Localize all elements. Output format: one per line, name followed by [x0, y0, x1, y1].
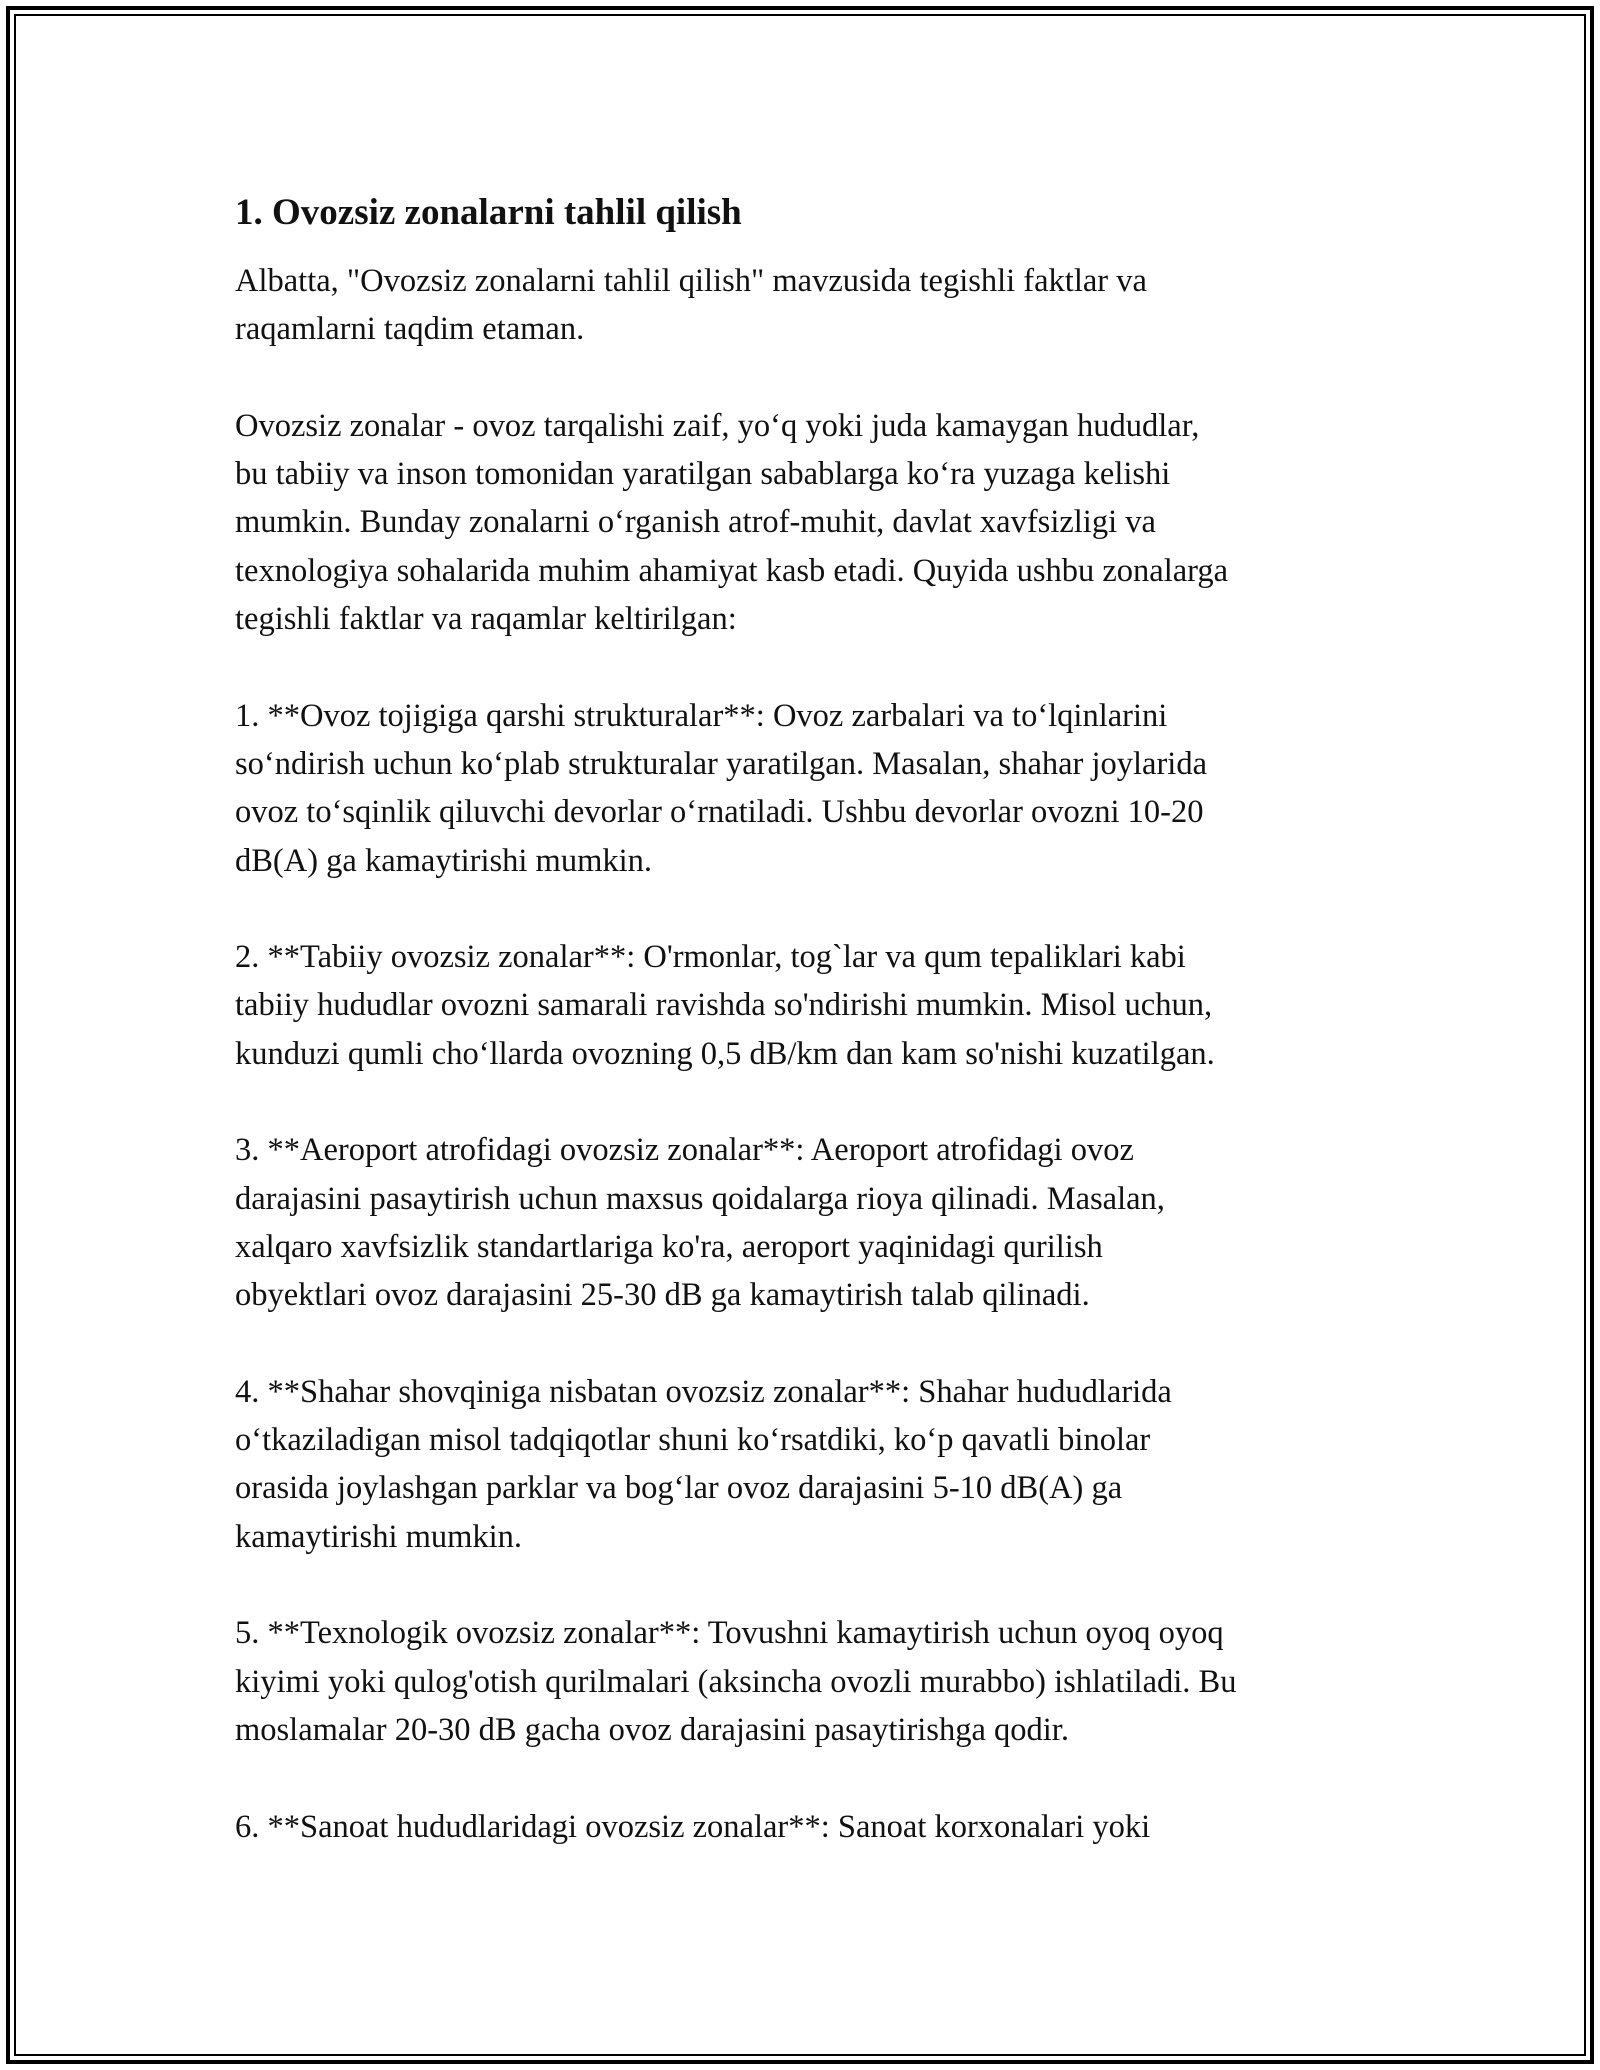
paragraph-line: so‘ndirish uchun ko‘plab strukturalar yaratilgan. Masalan, shahar joylarida — [235, 745, 1208, 782]
paragraph — [235, 402, 1415, 643]
paragraph — [235, 1609, 1415, 1754]
paragraph-line: mumkin. Bunday zonalarni o‘rganish atrof-muhit, davlat xavfsizligi va — [235, 504, 1156, 541]
paragraph-line: 5. **Texnologik ovozsiz zonalar**: Tovushni kamaytirish uchun oyoq oyoq — [235, 1615, 1224, 1652]
paragraph-line: obyektlari ovoz darajasini 25-30 dB ga kamaytirish talab qilinadi. — [235, 1277, 1090, 1314]
paragraph — [235, 692, 1415, 885]
paragraph-list — [235, 257, 1415, 1851]
paragraph-line: raqamlarni taqdim etaman. — [235, 311, 585, 348]
paragraph-line: 1. **Ovoz tojigiga qarshi strukturalar**: Ovoz zarbalari va to‘lqinlarini — [235, 697, 1168, 734]
paragraph-line: moslamalar 20-30 dB gacha ovoz darajasini pasaytirishga qodir. — [235, 1711, 1069, 1748]
document-heading: 1. Ovozsiz zonalarni tahlil qilish — [235, 192, 742, 233]
paragraph-line: 2. **Tabiiy ovozsiz zonalar**: O'rmonlar, tog`lar va qum tepaliklari kabi — [235, 939, 1186, 976]
paragraph-line: 3. **Aeroport atrofidagi ovozsiz zonalar**: Aeroport atrofidagi ovoz — [235, 1132, 1134, 1169]
paragraph — [235, 1368, 1415, 1561]
paragraph-line: dB(A) ga kamaytirishi mumkin. — [235, 842, 653, 879]
paragraph-line: xalqaro xavfsizlik standartlariga ko'ra, aeroport yaqinidagi qurilish — [235, 1228, 1103, 1265]
paragraph-line: tabiiy hududlar ovozni samarali ravishda so'ndirishi mumkin. Misol uchun, — [235, 987, 1213, 1024]
paragraph-line: 4. **Shahar shovqiniga nisbatan ovozsiz zonalar**: Shahar hududlarida — [235, 1373, 1172, 1410]
paragraph-line: o‘tkaziladigan misol tadqiqotlar shuni ko‘rsatdiki, ko‘p qavatli binolar — [235, 1422, 1151, 1459]
paragraph-line: Ovozsiz zonalar - ovoz tarqalishi zaif, yo‘q yoki juda kamaygan hududlar, — [235, 407, 1200, 444]
paragraph-line: bu tabiiy va inson tomonidan yaratilgan sabablarga ko‘ra yuzaga kelishi — [235, 456, 1171, 493]
paragraph — [235, 1803, 1415, 1851]
paragraph-line: orasida joylashgan parklar va bog‘lar ovoz darajasini 5-10 dB(A) ga — [235, 1470, 1123, 1507]
paragraph — [235, 933, 1415, 1078]
paragraph-line: tegishli faktlar va raqamlar keltirilgan: — [235, 601, 737, 638]
paragraph-line: 6. **Sanoat hududlaridagi ovozsiz zonalar**: Sanoat korxonalari yoki — [235, 1808, 1151, 1845]
paragraph — [235, 1126, 1415, 1319]
paragraph-line: ovoz to‘sqinlik qiluvchi devorlar o‘rnatiladi. Ushbu devorlar ovozni 10-20 — [235, 794, 1204, 831]
paragraph-line: kamaytirishi mumkin. — [235, 1518, 523, 1555]
paragraph-line: kunduzi qumli cho‘llarda ovozning 0,5 dB/km dan kam so'nishi kuzatilgan. — [235, 1035, 1215, 1072]
paragraph-line: darajasini pasaytirish uchun maxsus qoidalarga rioya qilinadi. Masalan, — [235, 1180, 1165, 1217]
paragraph-line: Albatta, "Ovozsiz zonalarni tahlil qilish" mavzusida tegishli faktlar va — [235, 263, 1147, 299]
paragraph-line: texnologiya sohalarida muhim ahamiyat kasb etadi. Quyida ushbu zonalarga — [235, 552, 1229, 589]
document-body — [235, 185, 1415, 1899]
paragraph — [235, 257, 1415, 354]
paragraph-line: kiyimi yoki qulog'otish qurilmalari (aksincha ovozli murabbo) ishlatiladi. Bu — [235, 1663, 1237, 1700]
